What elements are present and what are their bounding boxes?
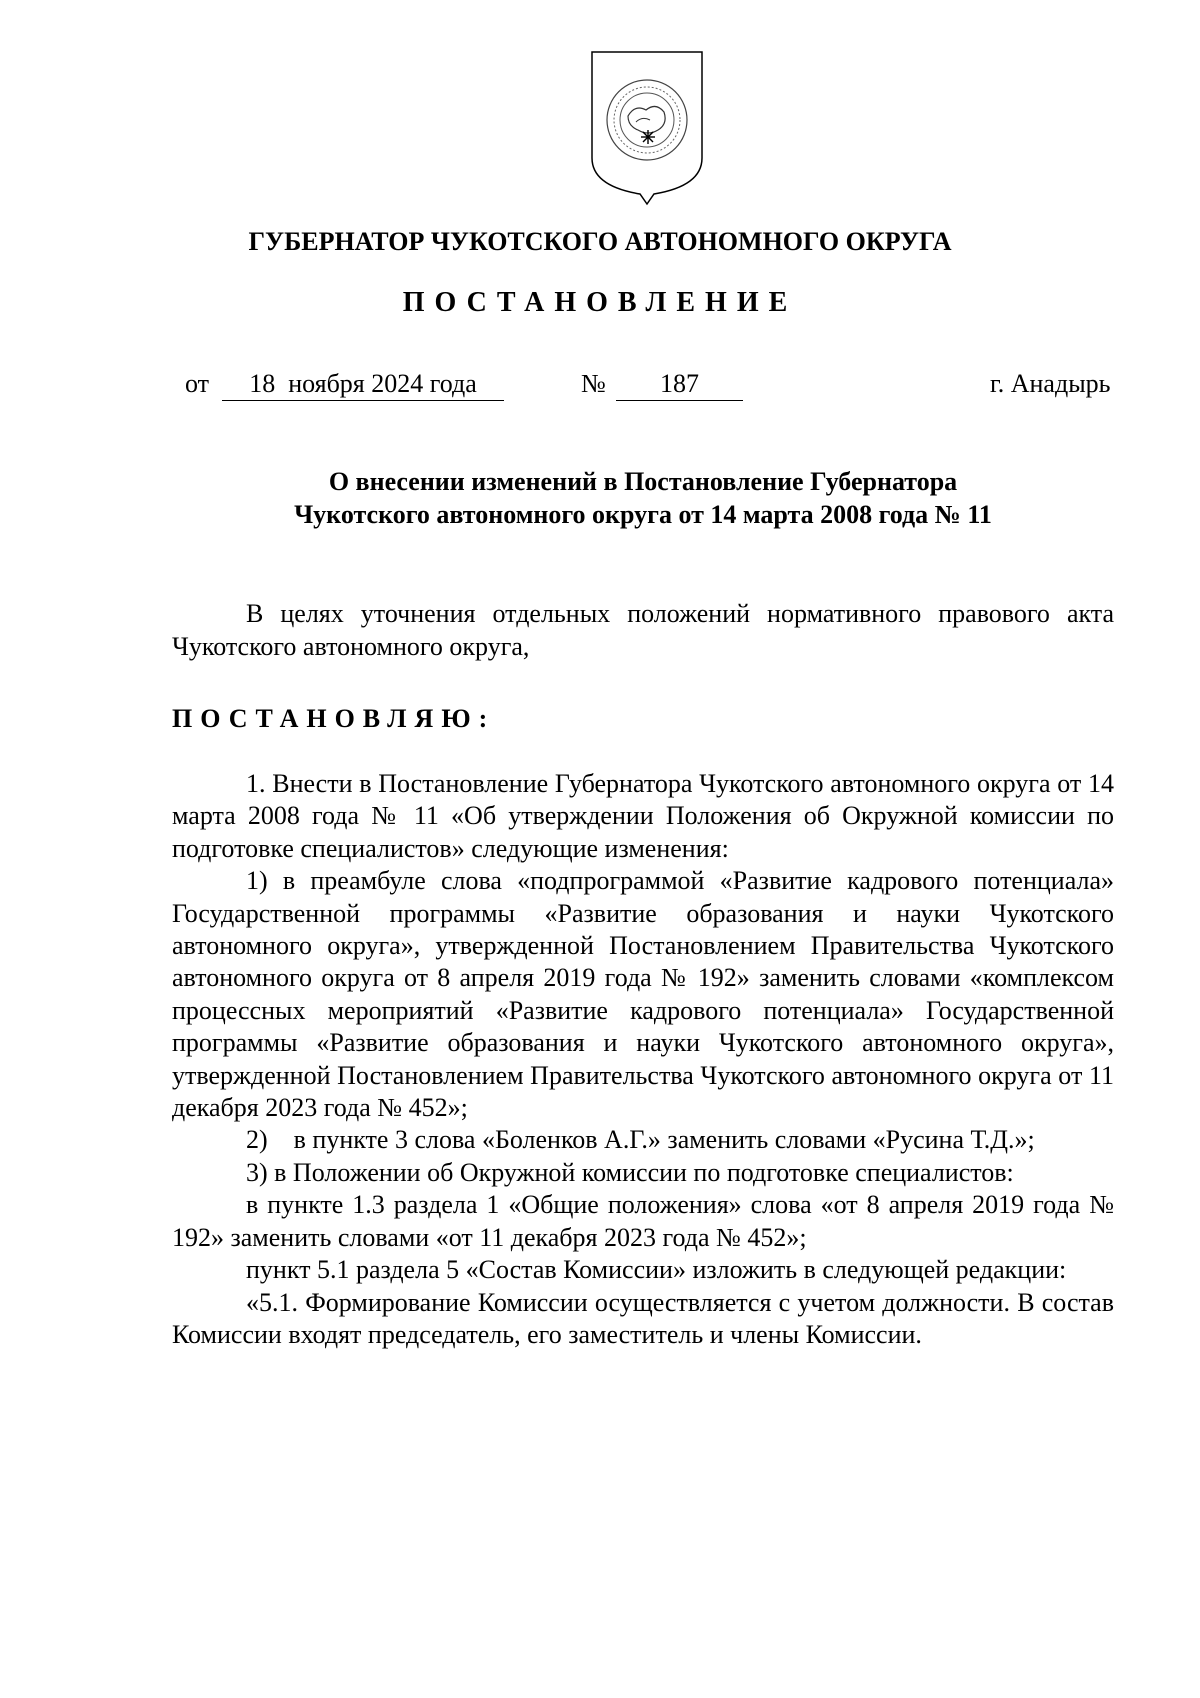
decree-word: ПОСТАНОВЛЯЮ:	[172, 704, 496, 733]
subject-line-2: Чукотского автономного округа от 14 марта 2008 года № 11	[294, 500, 992, 529]
amendment-clause-1-3: в пункте 1.3 раздела 1 «Общие положения» слова «от 8 апреля 2019 года № 192» заменить словами «от 11 декабря 2023 года № 452»;	[172, 1190, 1114, 1252]
preamble-section	[172, 598, 1114, 663]
issuing-authority: ГУБЕРНАТОР ЧУКОТСКОГО АВТОНОМНОГО ОКРУГА	[248, 227, 952, 256]
item-1: 1. Внести в Постановление Губернатора Чукотского автономного округа от 14 марта 2008 года № 11 «Об утверждении Положения об Окружной комиссии по подготовке специалистов» следующие изменения:	[172, 769, 1114, 863]
decree-items	[172, 768, 1114, 1351]
date-from-label: от	[185, 369, 210, 398]
date-number-line	[0, 368, 1200, 408]
number-label: №	[581, 369, 606, 398]
item-1-sub-2: 2) в пункте 3 слова «Боленков А.Г.» заменить словами «Русина Т.Д.»;	[246, 1125, 1035, 1155]
item-1-sub-1: 1) в преамбуле слова «подпрограммой «Развитие кадрового потенциала» Государственной программы «Развитие образования и науки Чукотского автономного округа», утвержденной Постановлением Правительства Чукотского автономного округа от 8 апреля 2019 года № 192» заменить словами «комплексом процессных мероприятий «Развитие кадрового потенциала» Государственной программы «Развитие образования и науки Чукотского автономного округа», утвержденной Постановлением Правительства Чукотского автономного округа от 11 декабря 2023 года № 452»;	[172, 866, 1114, 1123]
amendment-clause-5-1: пункт 5.1 раздела 5 «Состав Комиссии» изложить в следующей редакции:	[246, 1255, 1067, 1285]
document-type: ПОСТАНОВЛЕНИЕ	[402, 287, 798, 318]
document-date: 18 ноября 2024 года	[222, 368, 504, 401]
item-1-sub-3: 3) в Положении об Окружной комиссии по подготовке специалистов:	[246, 1157, 1014, 1187]
document-number: 187	[616, 368, 743, 401]
preamble-text: В целях уточнения отдельных положений нормативного правового акта Чукотского автономного округа,	[172, 599, 1114, 661]
coat-of-arms-emblem	[590, 50, 704, 206]
document-subject	[172, 465, 1114, 531]
city: г. Анадырь	[990, 369, 1111, 398]
new-clause-5-1-text: «5.1. Формирование Комиссии осуществляется с учетом должности. В состав Комиссии входят председатель, его заместитель и члены Комиссии.	[172, 1287, 1114, 1349]
subject-line-1: О внесении изменений в Постановление Губернатора	[328, 467, 958, 496]
